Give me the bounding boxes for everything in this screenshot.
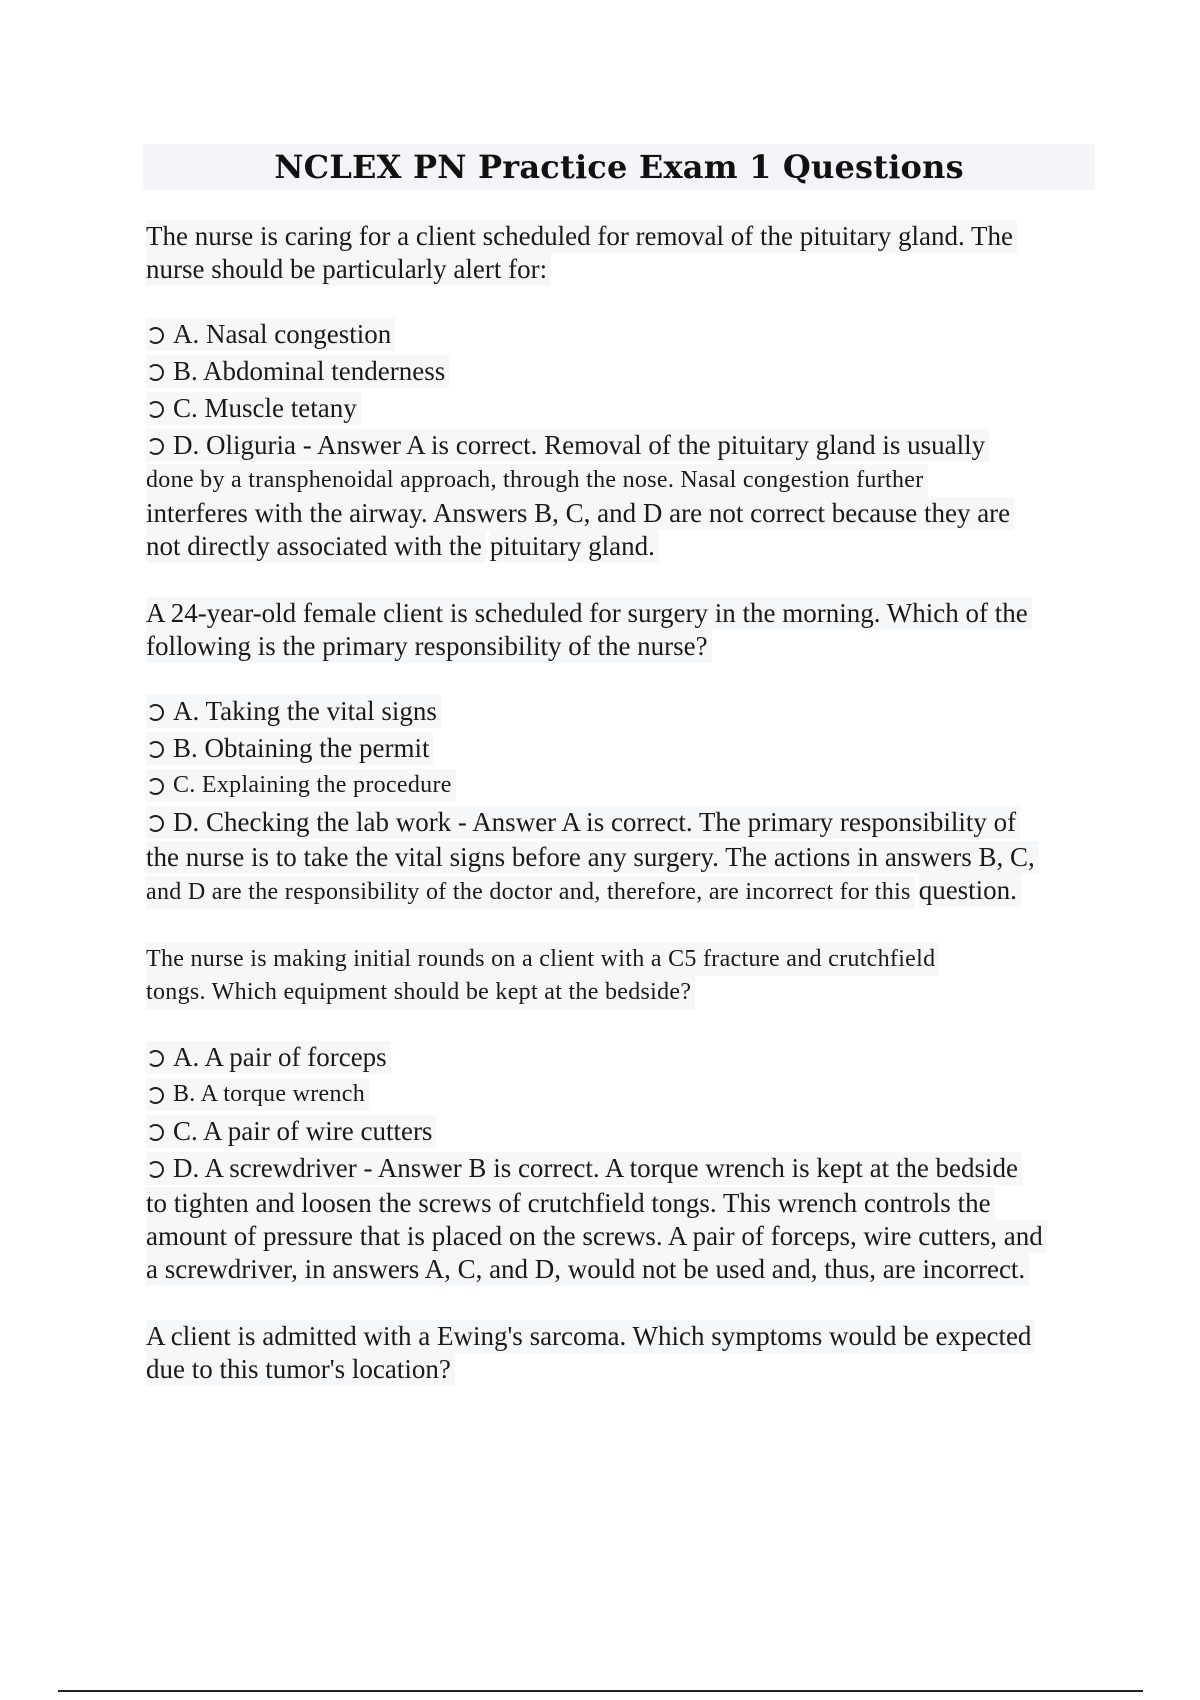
radio-icon[interactable] [147, 704, 164, 721]
question-list [146, 220, 1096, 1416]
page-title: NCLEX PN Practice Exam 1 Questions [274, 148, 964, 186]
radio-icon[interactable] [147, 327, 164, 344]
option-d[interactable] [146, 427, 1096, 464]
radio-icon[interactable] [147, 815, 164, 832]
question-stem [146, 943, 1096, 1009]
option-label: A. A pair of forceps [173, 1042, 387, 1072]
answer-explanation [146, 841, 1096, 909]
option-d[interactable] [146, 1150, 1096, 1187]
option-label: D. Checking the lab work - Answer A is correct. The primary responsibility of [173, 807, 1017, 837]
explanation-line: question. [919, 874, 1021, 907]
stem-line: The nurse is caring for a client scheduled for removal of the pituitary gland. The [146, 220, 1017, 253]
explanation-line: done by a transphenoidal approach, through the nose. Nasal congestion further [146, 464, 928, 497]
option-d[interactable] [146, 804, 1096, 841]
option-b[interactable] [146, 353, 1096, 390]
option-label: D. Oliguria - Answer A is correct. Removal of the pituitary gland is usually [173, 430, 986, 460]
option-a[interactable] [146, 316, 1096, 353]
question-4 [146, 1320, 1096, 1386]
explanation-line: a screwdriver, in answers A, C, and D, would not be used and, thus, are incorrect. [146, 1253, 1029, 1286]
option-c[interactable] [146, 767, 1096, 804]
option-label: C. Explaining the procedure [173, 772, 452, 798]
question-1 [146, 220, 1096, 563]
radio-icon[interactable] [147, 778, 164, 795]
explanation-line: interferes with the airway. Answers B, C, and D are not correct because they are [146, 497, 1014, 530]
explanation-line: not directly associated with the [146, 530, 486, 563]
question-stem [146, 1320, 1096, 1386]
stem-line: A client is admitted with a Ewing's sarcoma. Which symptoms would be expected [146, 1320, 1035, 1353]
option-b[interactable] [146, 1076, 1096, 1113]
radio-icon[interactable] [147, 1161, 164, 1178]
radio-icon[interactable] [147, 438, 164, 455]
stem-line: nurse should be particularly alert for: [146, 253, 551, 286]
question-stem [146, 597, 1096, 663]
bottom-divider [58, 1690, 1143, 1692]
explanation-line: pituitary gland. [490, 530, 659, 563]
option-c[interactable] [146, 1113, 1096, 1150]
stem-line: tongs. Which equipment should be kept at the bedside? [146, 976, 695, 1009]
option-c[interactable] [146, 390, 1096, 427]
option-b[interactable] [146, 730, 1096, 767]
stem-line: following is the primary responsibility of the nurse? [146, 630, 712, 663]
radio-icon[interactable] [147, 364, 164, 381]
explanation-line: the nurse is to take the vital signs before any surgery. The actions in answers B, C, [146, 841, 1039, 874]
stem-line: The nurse is making initial rounds on a client with a C5 fracture and crutchfield [146, 943, 939, 976]
radio-icon[interactable] [147, 401, 164, 418]
option-a[interactable] [146, 693, 1096, 730]
option-label: B. A torque wrench [173, 1081, 366, 1107]
option-label: A. Nasal congestion [173, 319, 392, 349]
option-a[interactable] [146, 1039, 1096, 1076]
question-2 [146, 597, 1096, 909]
stem-line: due to this tumor's location? [146, 1353, 455, 1386]
radio-icon[interactable] [147, 1087, 164, 1104]
option-label: B. Abdominal tenderness [173, 356, 446, 386]
answer-explanation [146, 1187, 1096, 1286]
stem-line: A 24-year-old female client is scheduled for surgery in the morning. Which of the [146, 597, 1032, 630]
question-3 [146, 943, 1096, 1286]
option-label: A. Taking the vital signs [173, 696, 437, 726]
radio-icon[interactable] [147, 1050, 164, 1067]
option-label: D. A screwdriver - Answer B is correct. A torque wrench is kept at the bedside [173, 1153, 1019, 1183]
option-label: B. Obtaining the permit [173, 733, 430, 763]
question-stem [146, 220, 1096, 286]
explanation-line: amount of pressure that is placed on the screws. A pair of forceps, wire cutters, and [146, 1220, 1047, 1253]
answer-explanation [146, 464, 1096, 563]
radio-icon[interactable] [147, 1124, 164, 1141]
title-band [143, 144, 1095, 190]
explanation-line: and D are the responsibility of the doctor and, therefore, are incorrect for this [146, 876, 915, 909]
option-label: C. A pair of wire cutters [173, 1116, 433, 1146]
option-label: C. Muscle tetany [173, 393, 357, 423]
explanation-line: to tighten and loosen the screws of crutchfield tongs. This wrench controls the [146, 1187, 995, 1220]
radio-icon[interactable] [147, 741, 164, 758]
